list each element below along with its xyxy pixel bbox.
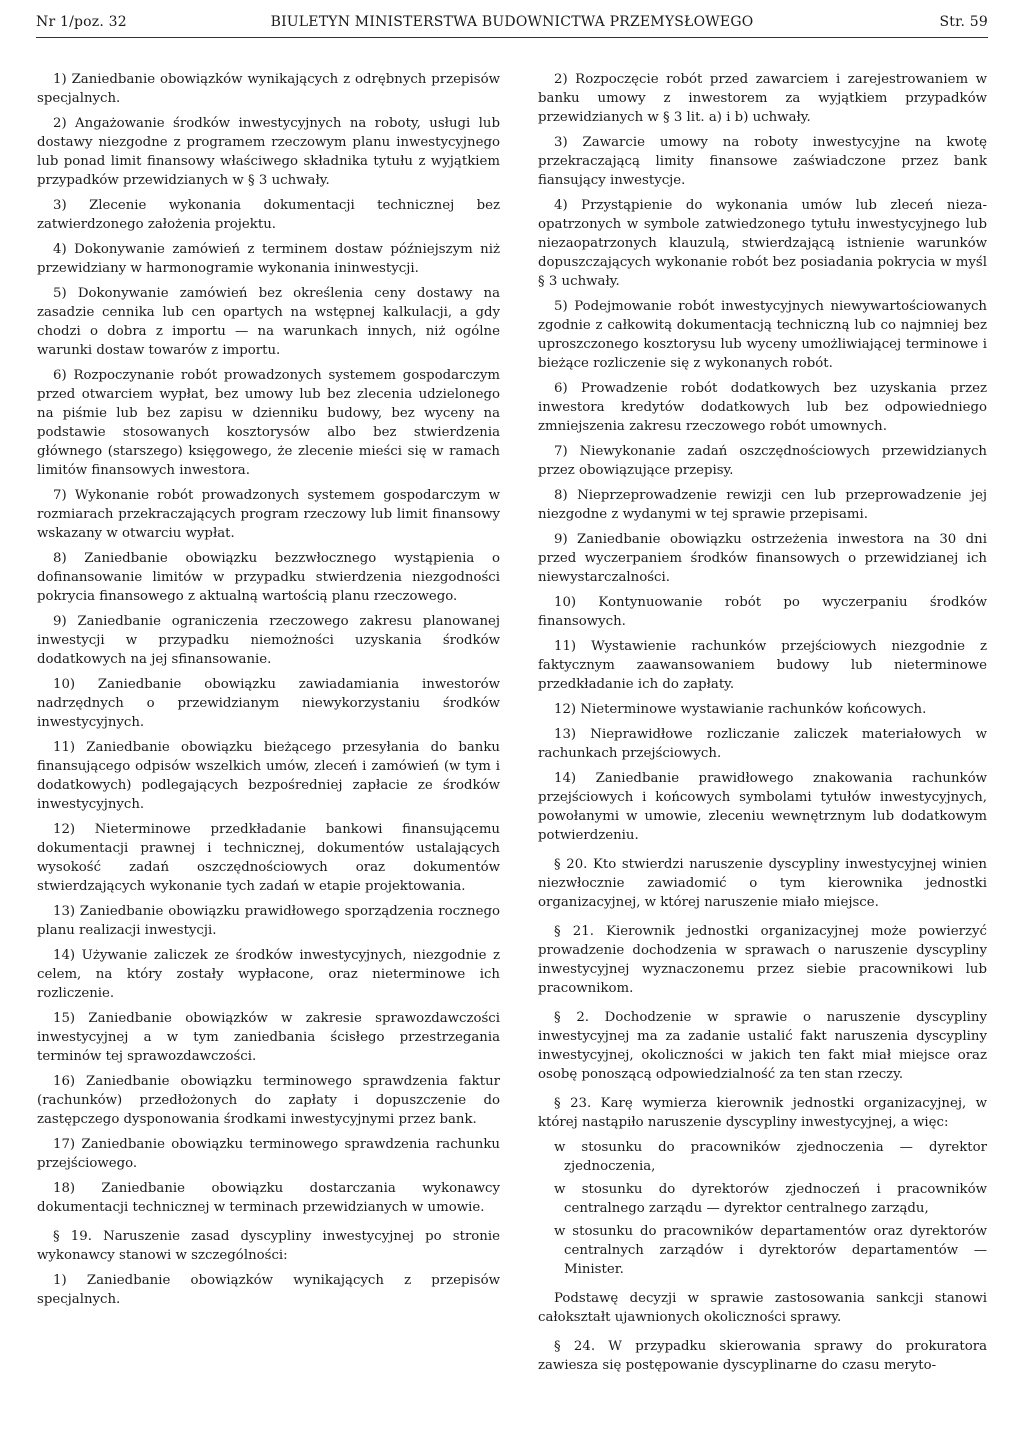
section-paragraph: § 19. Naruszenie zasad dyscypliny inwestycyjnej po stronie wykonawcy stanowi w szczególności: (37, 1229, 500, 1263)
section-paragraph: § 24. W przypadku skierowania sprawy do prokuratora zawiesza się postępowanie dyscyplinarne do czasu meryto- (538, 1339, 987, 1373)
paragraph: 3) Zawarcie umowy na roboty inwestycyjne na kwotę przekraczającą limity finansowe zaświadczone przez bank fiansujący inwestycje. (538, 135, 987, 188)
section-paragraph: § 20. Kto stwierdzi naruszenie dyscypliny inwestycyjnej winien niezwłocznie zawiadomić o tym kierownika jednostki organizacyjnej, w której naruszenie miało miejsce. (538, 857, 987, 910)
list-item: w stosunku do pracowników departamentów oraz dyrektorów centralnych zarządów i dyrektorów departamentów — Minister. (554, 1224, 987, 1277)
list-item: w stosunku do dyrektorów zjednoczeń i pracowników centralnego zarządu — dyrektor centralnego zarządu, (554, 1182, 987, 1216)
issue-number: Nr 1/poz. 32 (36, 14, 127, 30)
paragraph: 17) Zaniedbanie obowiązku terminowego sprawdzenia rachunku przejściowego. (37, 1137, 500, 1171)
left-text-column (37, 70, 500, 1315)
paragraph: 5) Dokonywanie zamówień bez określenia ceny dostawy na zasadzie cennika lub cen opartych na wstępnej kalkulacji, a gdy chodzi o dobra z importu — na warunkach innych, niż ogólne warunki dostaw towarów z importu. (37, 286, 500, 358)
paragraph: 10) Kontynuowanie robót po wyczerpaniu środków finansowych. (538, 595, 987, 629)
paragraph: 1) Zaniedbanie obowiązków wynikających z przepisów specjalnych. (37, 1273, 500, 1307)
paragraph: 12) Nieterminowe wystawianie rachunków końcowych. (554, 702, 927, 717)
paragraph: 4) Dokonywanie zamówień z terminem dostaw późniejszym niż przewidziany w harmonogramie wykonania ininwestycji. (37, 242, 500, 276)
page-header (36, 8, 988, 36)
paragraph: 14) Używanie zaliczek ze środków inwestycyjnych, niezgodnie z celem, na który zostały wypłacone, oraz nieterminowe ich rozliczenie. (37, 948, 500, 1001)
right-text-column (538, 70, 987, 1381)
paragraph: 1) Zaniedbanie obowiązków wynikających z odrębnych przepisów specjalnych. (37, 72, 500, 106)
list-item: w stosunku do pracowników zjednoczenia — dyrektor zjednoczenia, (554, 1140, 987, 1174)
bulletin-title: BIULETYN MINISTERSTWA BUDOWNICTWA PRZEMYSŁOWEGO (270, 14, 754, 30)
paragraph: 10) Zaniedbanie obowiązku zawiadamiania inwestorów nadrzędnych o przewidzianym niewykorzystaniu środków inwestycyjnych. (37, 677, 500, 730)
section-paragraph: § 21. Kierownik jednostki organizacyjnej może powierzyć prowadzenie dochodzenia w sprawach o naruszenie dyscypliny inwestycyjnej wyznaczonemu przez siebie pracownikowi lub pracownikom. (538, 924, 987, 996)
paragraph: 6) Prowadzenie robót dodatkowych bez uzyskania przez inwestora kredytów dodatkowych lub bez odpowiedniego zmniejszenia zakresu rzeczowego robót umownych. (538, 381, 987, 434)
paragraph: 6) Rozpoczynanie robót prowadzonych systemem gospodarczym przed otwarciem wypłat, bez umowy lub bez zlecenia udzielonego na piśmie lub bez zapisu w dzienniku budowy, bez wyceny na podstawie stosowanych kosztorysów albo bez stwierdzenia głównego (starszego) księgowego, że zlecenie mieści się w ramach limitów finansowych inwestora. (37, 368, 500, 478)
header-divider (36, 37, 988, 38)
paragraph: 18) Zaniedbanie obowiązku dostarczania wykonawcy dokumentacji technicznej w terminach przewidzianych w umowie. (37, 1181, 500, 1215)
paragraph: 13) Nieprawidłowe rozliczanie zaliczek materiałowych w rachunkach przejściowych. (538, 727, 987, 761)
paragraph: 14) Zaniedbanie prawidłowego znakowania rachunków przejściowych i końcowych symbolami tytułów inwestycyjnych, powołanymi w umowie, zleceniu wewnętrznym lub dodatkowym potwierdzeniu. (538, 771, 987, 843)
paragraph: 12) Nieterminowe przedkładanie bankowi finansującemu dokumentacji prawnej i technicznej, dokumentów ustalających wysokość zadań oszczędnościowych oraz dokumentów stwierdzających wykonanie tych zadań w etapie projektowania. (37, 822, 500, 894)
paragraph: 8) Zaniedbanie obowiązku bezzwłocznego wystąpienia o dofinansowanie limitów w przypadku stwierdzenia niezgodności pokrycia finansowego z aktualną wartością planu rzeczowego. (37, 551, 500, 604)
paragraph: 4) Przystąpienie do wykonania umów lub zleceń nieza-opatrzonych w symbole zatwiedzonego tytułu inwestycyjnego lub niezaopatrzonych klauzulą, stwierdzającą istnienie warunków dopuszczających wykonanie robót bez posiadania pokrycia w myśl § 3 uchwały. (538, 198, 987, 289)
paragraph: 15) Zaniedbanie obowiązków w zakresie sprawozdawczości inwestycyjnej a w tym zaniedbania ścisłego przestrzegania terminów tej sprawozdawczości. (37, 1011, 500, 1064)
paragraph: 9) Zaniedbanie obowiązku ostrzeżenia inwestora na 30 dni przed wyczerpaniem środków finansowych o przewidzianej ich niewystarczalności. (538, 532, 987, 585)
section-paragraph: § 2. Dochodzenie w sprawie o naruszenie dyscypliny inwestycyjnej ma za zadanie ustalić fakt naruszenia dyscypliny inwestycyjnej, okoliczności w jakich ten fakt miał miejsce oraz osobę ponoszącą odpowiedzialność za ten stan rzeczy. (538, 1010, 987, 1082)
paragraph: 16) Zaniedbanie obowiązku terminowego sprawdzenia faktur (rachunków) przedłożonych do zapłaty i dopuszczenie do zastępczego dysponowania środkami inwestycyjnymi przez bank. (37, 1074, 500, 1127)
paragraph: 9) Zaniedbanie ograniczenia rzeczowego zakresu planowanej inwestycji w przypadku niemożności uzyskania środków dodatkowych na jej sfinansowanie. (37, 614, 500, 667)
paragraph: 7) Wykonanie robót prowadzonych systemem gospodarczym w rozmiarach przekraczających program rzeczowy lub limit finansowy wskazany w otwarciu wypłat. (37, 488, 500, 541)
paragraph: 3) Zlecenie wykonania dokumentacji technicznej bez zatwierdzonego założenia projektu. (37, 198, 500, 232)
paragraph: 13) Zaniedbanie obowiązku prawidłowego sporządzenia rocznego planu realizacji inwestycji. (37, 904, 500, 938)
paragraph: Podstawę decyzji w sprawie zastosowania sankcji stanowi całokształt ujawnionych okoliczności sprawy. (538, 1291, 987, 1325)
paragraph: 8) Nieprzeprowadzenie rewizji cen lub przeprowadzenie jej niezgodne z wydanymi w tej sprawie przepisami. (538, 488, 987, 522)
paragraph: 11) Zaniedbanie obowiązku bieżącego przesyłania do banku finansującego odpisów wszelkich umów, zleceń i zamówień (w tym i dodatkowych) podlegających bezpośredniej zapłacie ze środków inwestycyjnych. (37, 740, 500, 812)
paragraph: 11) Wystawienie rachunków przejściowych niezgodnie z faktycznym zaawansowaniem budowy lub nieterminowe przedkładanie ich do zapłaty. (538, 639, 987, 692)
paragraph: 2) Angażowanie środków inwestycyjnych na roboty, usługi lub dostawy niezgodne z programem rzeczowym planu inwestycyjnego lub ponad limit finansowy właściwego składnika tytułu z wyjątkiem przypadków przewidzianych w § 3 uchwały. (37, 116, 500, 188)
paragraph: 2) Rozpoczęcie robót przed zawarciem i zarejestrowaniem w banku umowy z inwestorem za wyjątkiem przypadków przewidzianych w § 3 lit. a) i b) uchwały. (538, 72, 987, 125)
section-paragraph: § 23. Karę wymierza kierownik jednostki organizacyjnej, w której nastąpiło naruszenie dyscypliny inwestycyjnej, a więc: (538, 1096, 987, 1130)
paragraph: 7) Niewykonanie zadań oszczędnościowych przewidzianych przez obowiązujące przepisy. (538, 444, 987, 478)
paragraph: 5) Podejmowanie robót inwestycyjnych niewywartościowanych zgodnie z całkowitą dokumentacją techniczną lub co najmniej bez uproszczonego kosztorysu lub wyceny umożliwiającej terminowe i bieżące rozliczenie się z wykonanych robót. (538, 299, 987, 371)
page-number: Str. 59 (939, 14, 988, 30)
